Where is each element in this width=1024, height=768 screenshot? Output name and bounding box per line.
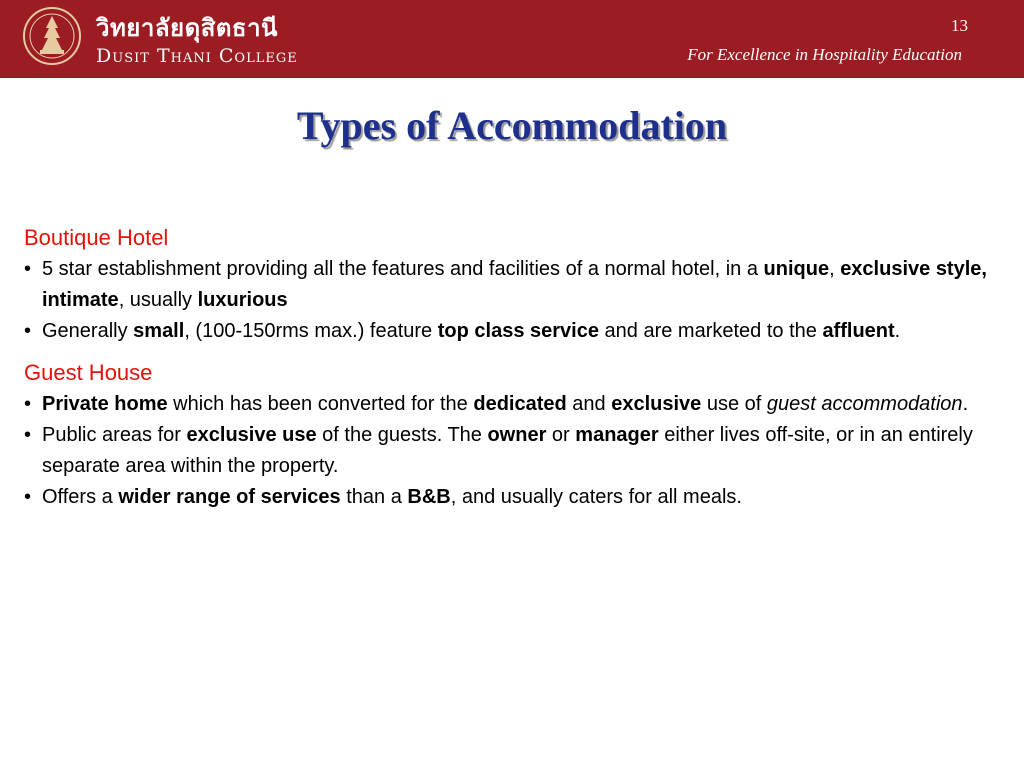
college-name-thai: วิทยาลัยดุสิตธานี bbox=[96, 14, 278, 42]
bullet-item bbox=[24, 482, 1014, 513]
bullet-text: of the guests. The bbox=[316, 424, 488, 446]
bullet-list bbox=[24, 254, 1014, 347]
bullet-item bbox=[24, 254, 1014, 316]
bullet-emphasis: B&B bbox=[407, 486, 451, 508]
section-guest-house bbox=[24, 357, 1014, 513]
college-name-english: Dusit Thani College bbox=[96, 45, 298, 67]
bullet-text: Public areas for bbox=[42, 424, 187, 446]
section-heading: Boutique Hotel bbox=[24, 225, 169, 250]
bullet-text: and bbox=[566, 393, 612, 415]
bullet-emphasis: exclusive use bbox=[186, 424, 317, 446]
bullet-emphasis: luxurious bbox=[197, 289, 288, 311]
bullet-item bbox=[24, 316, 1014, 347]
bullet-text: than a bbox=[340, 486, 408, 508]
bullet-dot: • bbox=[24, 486, 32, 508]
bullet-list bbox=[24, 389, 1014, 513]
bullet-text: which has been converted for the bbox=[167, 393, 474, 415]
header-band bbox=[0, 0, 1024, 78]
bullet-text: either lives off-site, or in an entirely separate area within the property. bbox=[42, 424, 973, 477]
bullet-text: . bbox=[894, 320, 901, 342]
bullet-dot: • bbox=[24, 424, 32, 446]
bullet-text: Offers a bbox=[42, 486, 119, 508]
bullet-emphasis: Private home bbox=[42, 393, 168, 415]
college-crest-icon bbox=[22, 6, 82, 66]
bullet-text: or bbox=[546, 424, 576, 446]
bullet-text: Generally bbox=[42, 320, 134, 342]
bullet-emphasis: top class service bbox=[437, 320, 599, 342]
section-heading: Guest House bbox=[24, 360, 153, 385]
bullet-emphasis: affluent bbox=[822, 320, 895, 342]
bullet-text: . bbox=[962, 393, 969, 415]
bullet-emphasis: unique bbox=[763, 258, 830, 280]
bullet-text: , (100-150rms max.) feature bbox=[184, 320, 438, 342]
bullet-text: , and usually caters for all meals. bbox=[450, 486, 742, 508]
bullet-emphasis: small bbox=[133, 320, 185, 342]
bullet-emphasis: dedicated bbox=[473, 393, 567, 415]
bullet-emphasis: wider range of services bbox=[118, 486, 341, 508]
bullet-text: 5 star establishment providing all the features and facilities of a normal hotel, in a bbox=[42, 258, 764, 280]
bullet-italic: guest accommodation bbox=[766, 393, 963, 415]
bullet-dot: • bbox=[24, 258, 32, 280]
bullet-item bbox=[24, 389, 1014, 420]
bullet-dot: • bbox=[24, 393, 32, 415]
bullet-emphasis: exclusive style, intimate bbox=[42, 258, 987, 311]
bullet-emphasis: exclusive bbox=[611, 393, 702, 415]
page-number: 13 bbox=[951, 16, 968, 35]
bullet-emphasis: manager bbox=[575, 424, 659, 446]
college-tagline: For Excellence in Hospitality Education bbox=[687, 45, 962, 64]
slide-body bbox=[24, 222, 1014, 513]
bullet-dot: • bbox=[24, 320, 32, 342]
section-boutique-hotel bbox=[24, 222, 1014, 347]
bullet-text: , usually bbox=[118, 289, 198, 311]
bullet-text: and are marketed to the bbox=[598, 320, 823, 342]
slide-title: Types of Accommodation bbox=[296, 103, 728, 148]
bullet-emphasis: owner bbox=[487, 424, 547, 446]
bullet-item bbox=[24, 420, 1014, 482]
bullet-text: , bbox=[829, 258, 841, 280]
bullet-text: use of bbox=[701, 393, 767, 415]
